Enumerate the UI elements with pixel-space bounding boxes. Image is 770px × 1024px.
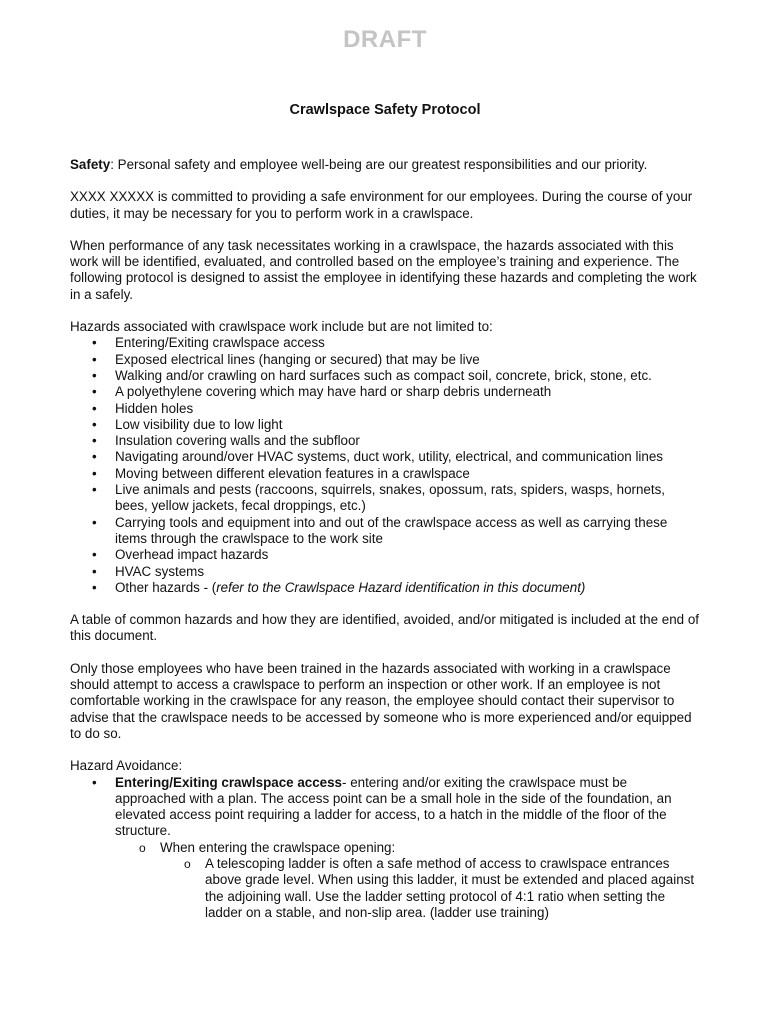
bullet-icon: • [92,400,97,416]
hazard-item: • Insulation covering walls and the subfloor [92,433,360,449]
document-body [70,157,700,921]
safety-paragraph [70,157,700,173]
bullet-icon: • [92,384,97,400]
hazard-reference: refer to the Crawlspace Hazard identification in this document) [216,579,586,595]
hazard-item: • Live animals and pests (raccoons, squirrels, snakes, opossum, rats, spiders, wasps, hornets, bees, yellow jackets, fecal droppings, etc.) [92,482,666,514]
hazard-item: • Low visibility due to low light [92,416,283,432]
avoidance-subitem: o When entering the crawlspace opening: o A telescoping ladder is often a safe method of access to crawlspace entrances above grade level. When using this ladder, it must be extended and placed against the adjoining wall. Use the ladder setting protocol of 4:1 ratio when setting the ladder on a stable, and non-slip area. (ladder use training) [115,840,700,921]
bullet-icon: • [92,774,97,790]
hazards-list [70,335,700,596]
bullet-icon: • [92,579,97,595]
avoidance-item-text: - entering and/or exiting the crawlspace must be approached with a plan. The access point can be a small hole in the side of the foundation, an elevated access point requiring a ladder for access, to a hatch in the middle of the floor of the structure. [115,774,672,839]
hazard-item: • Entering/Exiting crawlspace access [92,335,325,351]
draft-watermark: DRAFT [343,26,427,53]
avoidance-subsubitem: o A telescoping ladder is often a safe method of access to crawlspace entrances above grade level. When using this ladder, it must be extended and placed against the adjoining wall. Use the ladder setting protocol of 4:1 ratio when setting the ladder on a stable, and non-slip area. (ladder use training) [184,855,695,920]
document-title: Crawlspace Safety Protocol [289,102,481,118]
hazard-item: • Hidden holes [92,400,194,416]
hazard-item-other: • Other hazards - (refer to the Crawlspace Hazard identification in this document) [92,579,586,595]
hazard-item: • A polyethylene covering which may have hard or sharp debris underneath [92,384,552,400]
table-note-paragraph: A table of common hazards and how they are identified, avoided, and/or mitigated is included at the end of this document. [70,612,700,644]
safety-text: : Personal safety and employee well-being are our greatest responsibilities and our priority. [110,157,648,172]
hazard-item: • Overhead impact hazards [92,547,269,563]
avoidance-list [70,775,700,922]
hazards-intro: Hazards associated with crawlspace work include but are not limited to: [70,319,493,335]
bullet-icon: • [92,547,97,563]
hazard-item: • Moving between different elevation features in a crawlspace [92,465,470,481]
bullet-icon: • [92,416,97,432]
bullet-icon: • [92,351,97,367]
hazard-item: • Navigating around/over HVAC systems, duct work, utility, electrical, and communication lines [92,449,664,465]
circle-bullet-icon: o [139,840,146,855]
safety-label: Safety [70,157,111,172]
hazard-item: • Carrying tools and equipment into and out of the crawlspace access as well as carrying these items through the crawlspace to the work site [92,514,668,546]
avoidance-item-title: Entering/Exiting crawlspace access [115,774,343,790]
bullet-icon: • [92,335,97,351]
bullet-icon: • [92,367,97,383]
hazard-item: • HVAC systems [92,563,205,579]
bullet-icon: • [92,433,97,449]
commitment-paragraph: XXXX XXXXX is committed to providing a safe environment for our employees. During the course of your duties, it may be necessary for you to perform work in a crawlspace. [70,189,693,221]
bullet-icon: • [92,482,97,498]
bullet-icon: • [92,465,97,481]
hazard-item: • Exposed electrical lines (hanging or secured) that may be live [92,351,480,367]
hazard-identification-paragraph: When performance of any task necessitates working in a crawlspace, the hazards associated with this work will be identified, evaluated, and controlled based on the employee’s training and experience. The following protocol is designed to assist the employee in identifying these hazards and completing the work in a safely. [70,237,697,302]
hazard-avoidance-heading: Hazard Avoidance: [70,758,183,774]
bullet-icon: • [92,563,97,579]
avoidance-item [70,775,700,922]
training-note-paragraph: Only those employees who have been trained in the hazards associated with working in a crawlspace should attempt to access a crawlspace to perform an inspection or other work. If an employee is not comfortable working in the crawlspace for any reason, the employee should contact their supervisor to advise that the crawlspace needs to be accessed by someone who is more experienced and/or equipped to do so. [70,660,692,741]
bullet-icon: • [92,449,97,465]
hazard-item: • Walking and/or crawling on hard surfaces such as compact soil, concrete, brick, stone, etc. [92,367,652,383]
avoidance-subsublist [160,856,700,921]
circle-bullet-icon: o [184,856,191,871]
bullet-icon: • [92,514,97,530]
avoidance-sublist [115,840,700,921]
